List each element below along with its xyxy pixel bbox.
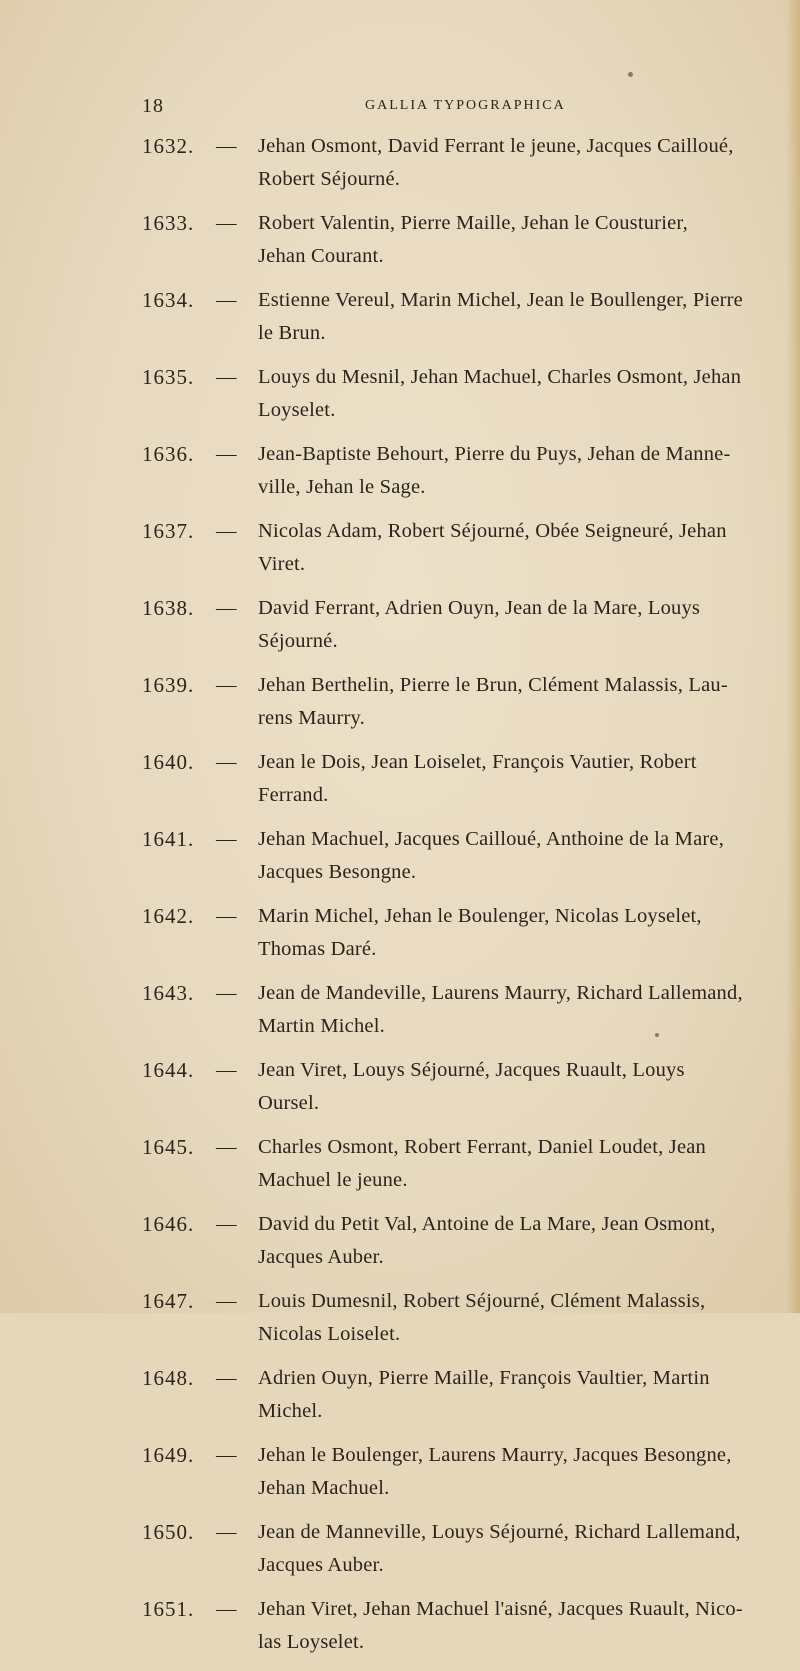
list-item — [0, 978, 800, 1055]
entry-names-line1: Jean Viret, Louys Séjourné, Jacques Ruault, Louys — [258, 1059, 685, 1081]
entry-dash: — — [216, 1367, 237, 1389]
entry-names-line2: Machuel le jeune. — [258, 1169, 408, 1191]
paper-speck — [628, 72, 633, 77]
entry-names-line2: Jacques Auber. — [258, 1246, 384, 1268]
entry-names-line2: ville, Jehan le Sage. — [258, 476, 426, 498]
entry-dash: — — [216, 135, 237, 157]
entry-names-line1: Adrien Ouyn, Pierre Maille, François Vaultier, Martin — [258, 1367, 710, 1389]
paper-speck — [655, 1033, 659, 1037]
entry-dash: — — [216, 1059, 237, 1081]
list-item — [0, 285, 800, 362]
entry-dash: — — [216, 1521, 237, 1543]
entry-dash: — — [216, 366, 237, 388]
entry-dash: — — [216, 982, 237, 1004]
entry-names-line2: Jehan Courant. — [258, 245, 384, 267]
entry-year: 1639. — [142, 673, 195, 697]
running-title: GALLIA TYPOGRAPHICA — [365, 98, 566, 113]
list-item — [0, 1209, 800, 1286]
entry-dash: — — [216, 597, 237, 619]
entry-year: 1650. — [142, 1520, 195, 1544]
page-header — [0, 95, 800, 119]
entry-year: 1645. — [142, 1135, 195, 1159]
entry-dash: — — [216, 828, 237, 850]
entry-year: 1649. — [142, 1443, 195, 1467]
entry-year: 1648. — [142, 1366, 195, 1390]
entry-names-line1: Robert Valentin, Pierre Maille, Jehan le Cousturier, — [258, 212, 688, 234]
list-item — [0, 1440, 800, 1517]
entry-names-line2: Jacques Besongne. — [258, 861, 417, 883]
entry-dash: — — [216, 520, 237, 542]
list-item — [0, 1517, 800, 1594]
entry-names-line1: Jehan Berthelin, Pierre le Brun, Clément Malassis, Lau- — [258, 674, 728, 696]
entry-dash: — — [216, 289, 237, 311]
entry-names-line1: Jehan Machuel, Jacques Cailloué, Anthoine de la Mare, — [258, 828, 725, 850]
entry-names-line1: Nicolas Adam, Robert Séjourné, Obée Seigneuré, Jehan — [258, 520, 727, 542]
entry-names-line1: Jean-Baptiste Behourt, Pierre du Puys, Jehan de Manne- — [258, 443, 731, 465]
entry-names-line1: Marin Michel, Jehan le Boulenger, Nicolas Loyselet, — [258, 905, 702, 927]
entry-dash: — — [216, 1598, 237, 1620]
entry-year: 1646. — [142, 1212, 195, 1236]
entry-names-line2: Séjourné. — [258, 630, 338, 652]
entry-names-line2: Nicolas Loiselet. — [258, 1323, 401, 1345]
entry-dash: — — [216, 212, 237, 234]
list-item — [0, 901, 800, 978]
entry-names-line2: Oursel. — [258, 1092, 320, 1114]
entry-names-line1: Louis Dumesnil, Robert Séjourné, Clément Malassis, — [258, 1290, 706, 1312]
entry-names-line1: Jean de Manneville, Louys Séjourné, Richard Lallemand, — [258, 1521, 741, 1543]
entry-year: 1633. — [142, 211, 195, 235]
entry-dash: — — [216, 905, 237, 927]
entry-names-line2: Michel. — [258, 1400, 323, 1422]
entry-names-line2: Jacques Auber. — [258, 1554, 384, 1576]
entry-year: 1632. — [142, 134, 195, 158]
entry-dash: — — [216, 1444, 237, 1466]
entry-names-line2: Martin Michel. — [258, 1015, 385, 1037]
entry-year: 1641. — [142, 827, 195, 851]
entry-year: 1638. — [142, 596, 195, 620]
entry-names-line2: las Loyselet. — [258, 1631, 365, 1653]
list-item — [0, 131, 800, 208]
entry-names-line2: Robert Séjourné. — [258, 168, 401, 190]
entry-names-line2: Loyselet. — [258, 399, 336, 421]
list-item — [0, 670, 800, 747]
entry-names-line2: Jehan Machuel. — [258, 1477, 390, 1499]
entry-year: 1643. — [142, 981, 195, 1005]
entry-names-line2: le Brun. — [258, 322, 326, 344]
entry-names-line2: Thomas Daré. — [258, 938, 377, 960]
entry-year: 1635. — [142, 365, 195, 389]
entry-names-line1: Charles Osmont, Robert Ferrant, Daniel Loudet, Jean — [258, 1136, 706, 1158]
entry-year: 1647. — [142, 1289, 195, 1313]
entry-year: 1634. — [142, 288, 195, 312]
list-item — [0, 362, 800, 439]
list-item — [0, 1132, 800, 1209]
list-item — [0, 516, 800, 593]
list-item — [0, 1363, 800, 1440]
entries-list — [0, 131, 800, 1671]
entry-names-line2: Viret. — [258, 553, 306, 575]
entry-dash: — — [216, 674, 237, 696]
list-item — [0, 747, 800, 824]
entry-year: 1640. — [142, 750, 195, 774]
list-item — [0, 1594, 800, 1671]
entry-year: 1642. — [142, 904, 195, 928]
entry-year: 1636. — [142, 442, 195, 466]
entry-names-line1: Jehan Viret, Jehan Machuel l'aisné, Jacques Ruault, Nico- — [258, 1598, 743, 1620]
entry-year: 1637. — [142, 519, 195, 543]
page-number: 18 — [142, 95, 164, 117]
entry-year: 1644. — [142, 1058, 195, 1082]
list-item — [0, 1286, 800, 1363]
entry-names-line1: Louys du Mesnil, Jehan Machuel, Charles Osmont, Jehan — [258, 366, 742, 388]
entry-names-line1: Jehan Osmont, David Ferrant le jeune, Jacques Cailloué, — [258, 135, 734, 157]
entry-dash: — — [216, 1136, 237, 1158]
list-item — [0, 1055, 800, 1132]
list-item — [0, 208, 800, 285]
list-item — [0, 439, 800, 516]
entry-names-line1: Jean le Dois, Jean Loiselet, François Vautier, Robert — [258, 751, 697, 773]
entry-dash: — — [216, 443, 237, 465]
entry-names-line1: David du Petit Val, Antoine de La Mare, Jean Osmont, — [258, 1213, 716, 1235]
list-item — [0, 593, 800, 670]
entry-year: 1651. — [142, 1597, 195, 1621]
entry-names-line1: Jean de Mandeville, Laurens Maurry, Richard Lallemand, — [258, 982, 743, 1004]
entry-dash: — — [216, 1290, 237, 1312]
entry-names-line1: Estienne Vereul, Marin Michel, Jean le Boullenger, Pierre — [258, 289, 743, 311]
list-item — [0, 824, 800, 901]
entry-names-line2: rens Maurry. — [258, 707, 365, 729]
entry-dash: — — [216, 1213, 237, 1235]
entry-names-line2: Ferrand. — [258, 784, 329, 806]
entry-dash: — — [216, 751, 237, 773]
entry-names-line1: Jehan le Boulenger, Laurens Maurry, Jacques Besongne, — [258, 1444, 732, 1466]
entry-names-line1: David Ferrant, Adrien Ouyn, Jean de la Mare, Louys — [258, 597, 701, 619]
